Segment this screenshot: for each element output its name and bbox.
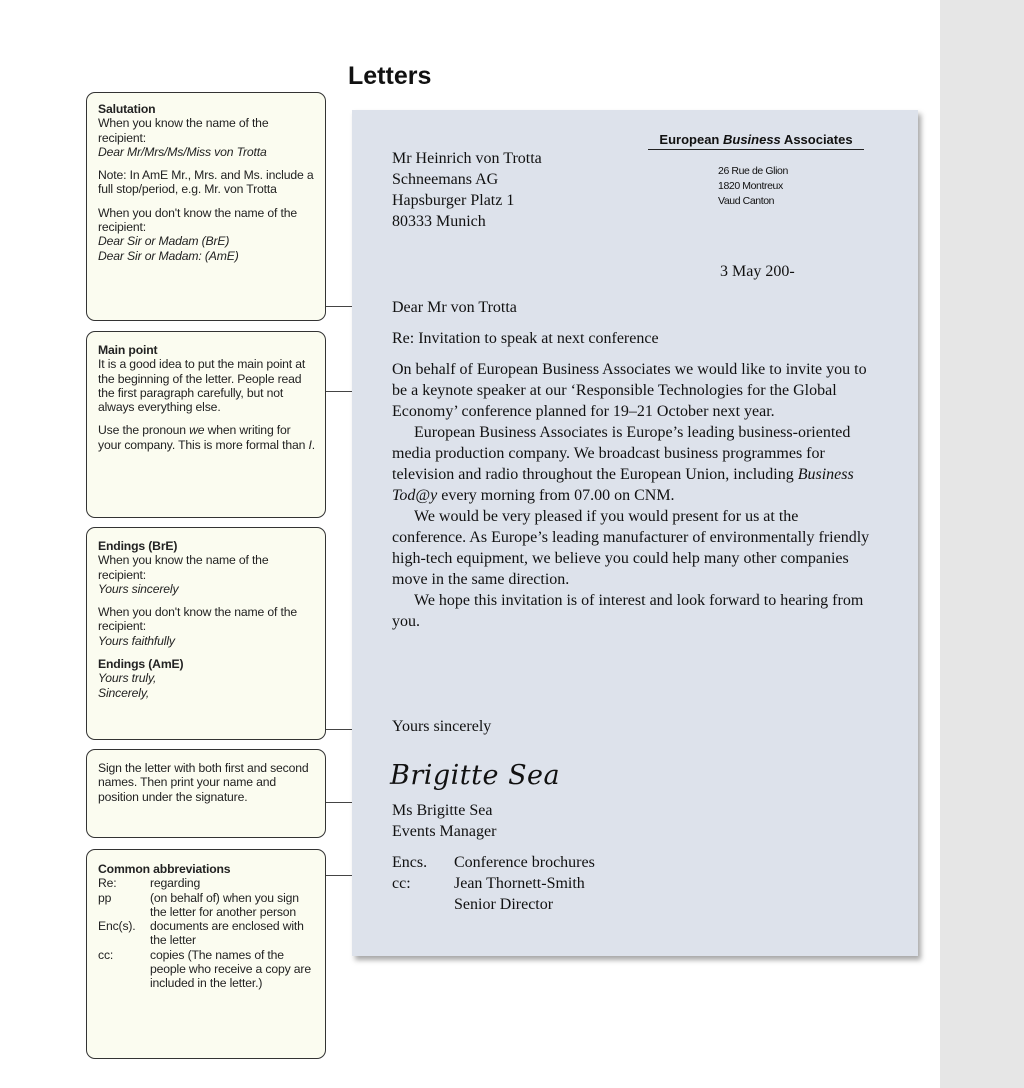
- salutation-known-example: Dear Mr/Mrs/Ms/Miss von Trotta: [98, 144, 267, 159]
- endings-ame-heading: Endings (AmE): [98, 657, 184, 672]
- sender-block: [392, 800, 496, 842]
- recipient-address: Mr Heinrich von Trotta Schneemans AG Hapsburger Platz 1 80333 Munich: [392, 150, 542, 230]
- letter-date: 3 May 200-: [720, 263, 795, 280]
- company-address: 26 Rue de Glion 1820 Montreux Vaud Canton: [718, 165, 788, 207]
- salutation-unknown-intro: When you don't know the name of the recipient:: [98, 205, 297, 235]
- page-title: Letters: [348, 62, 432, 90]
- endings-unknown-example: Yours faithfully: [98, 633, 175, 648]
- company-name: European Business Associates: [648, 132, 864, 150]
- salutation-ame-note: Note: In AmE Mr., Mrs. and Ms. include a full stop/period, e.g. Mr. von Trotta: [98, 168, 314, 197]
- handwritten-signature: Brigitte Sea: [390, 760, 561, 791]
- abbr-row: Re: regarding: [98, 876, 201, 891]
- encs-value: Conference brochures: [454, 854, 595, 871]
- endings-note: [86, 527, 326, 740]
- right-margin-strip: [940, 0, 1024, 1088]
- endings-bre-heading: Endings (BrE): [98, 539, 178, 553]
- letter-body: [392, 359, 872, 632]
- paragraph: We would be very pleased if you would present for us at the conference. As Europe’s leading manufacturer of environmentally friendly high-tech equipment, we believe you could help many other companies move in the same direction.: [392, 508, 870, 588]
- sample-letter: [352, 110, 918, 956]
- sender-title: Events Manager: [392, 823, 497, 840]
- endings-ame-1: Yours truly,: [98, 671, 157, 686]
- paragraph: We hope this invitation is of interest and look forward to hearing from you.: [392, 592, 864, 630]
- paragraph: On behalf of European Business Associates we would like to invite you to be a keynote speaker at our ‘Responsible Technologies for the Global Economy’ conference planned for 19–21 October next year.: [392, 361, 867, 420]
- pronoun-tip: Use the pronoun we when writing for your company. This is more formal than I.: [98, 423, 315, 452]
- sign-note: [86, 749, 326, 838]
- endings-unknown-intro: When you don't know the name of the recipient:: [98, 605, 297, 634]
- salutation-heading: Salutation: [98, 102, 156, 116]
- abbr-row: pp (on behalf of) when you sign the letter for another person: [98, 890, 299, 919]
- enclosures: [392, 852, 595, 915]
- letter-closing: Yours sincerely: [392, 718, 492, 735]
- letter-subject: Re: Invitation to speak at next conference: [392, 330, 659, 347]
- encs-label: Encs.: [392, 854, 428, 871]
- abbreviations-note: [86, 849, 326, 1059]
- salutation-note: [86, 92, 326, 321]
- cc-label: cc:: [392, 875, 411, 892]
- cc-name: Jean Thornett-Smith: [454, 875, 585, 892]
- main-point-note: [86, 331, 326, 518]
- sign-text: Sign the letter with both first and second names. Then print your name and position under the signature.: [98, 761, 309, 804]
- salutation-unknown-bre: Dear Sir or Madam (BrE): [98, 234, 230, 249]
- endings-ame-2: Sincerely,: [98, 685, 150, 700]
- abbr-row: cc: copies (The names of the people who receive a copy are included in the letter.): [98, 947, 311, 991]
- sender-name: Ms Brigitte Sea: [392, 802, 493, 819]
- salutation-known-intro: When you know the name of the recipient:: [98, 116, 269, 145]
- main-point-heading: Main point: [98, 343, 158, 357]
- letter-salutation: Dear Mr von Trotta: [392, 299, 517, 316]
- main-point-text: It is a good idea to put the main point at the beginning of the letter. People read the first paragraph carefully, but not always everything else.: [98, 357, 306, 415]
- endings-known-example: Yours sincerely: [98, 581, 179, 596]
- cc-title: Senior Director: [454, 896, 554, 913]
- endings-known-intro: When you know the name of the recipient:: [98, 553, 269, 582]
- abbr-row: Enc(s). documents are enclosed with the letter: [98, 919, 304, 948]
- abbreviations-heading: Common abbreviations: [98, 862, 231, 876]
- paragraph: European Business Associates is Europe’s leading business-oriented media production company. We broadcast business programmes for television and radio throughout the European Union, including Business Tod@y every morning from 07.00 on CNM.: [392, 424, 854, 504]
- salutation-unknown-ame: Dear Sir or Madam: (AmE): [98, 248, 239, 263]
